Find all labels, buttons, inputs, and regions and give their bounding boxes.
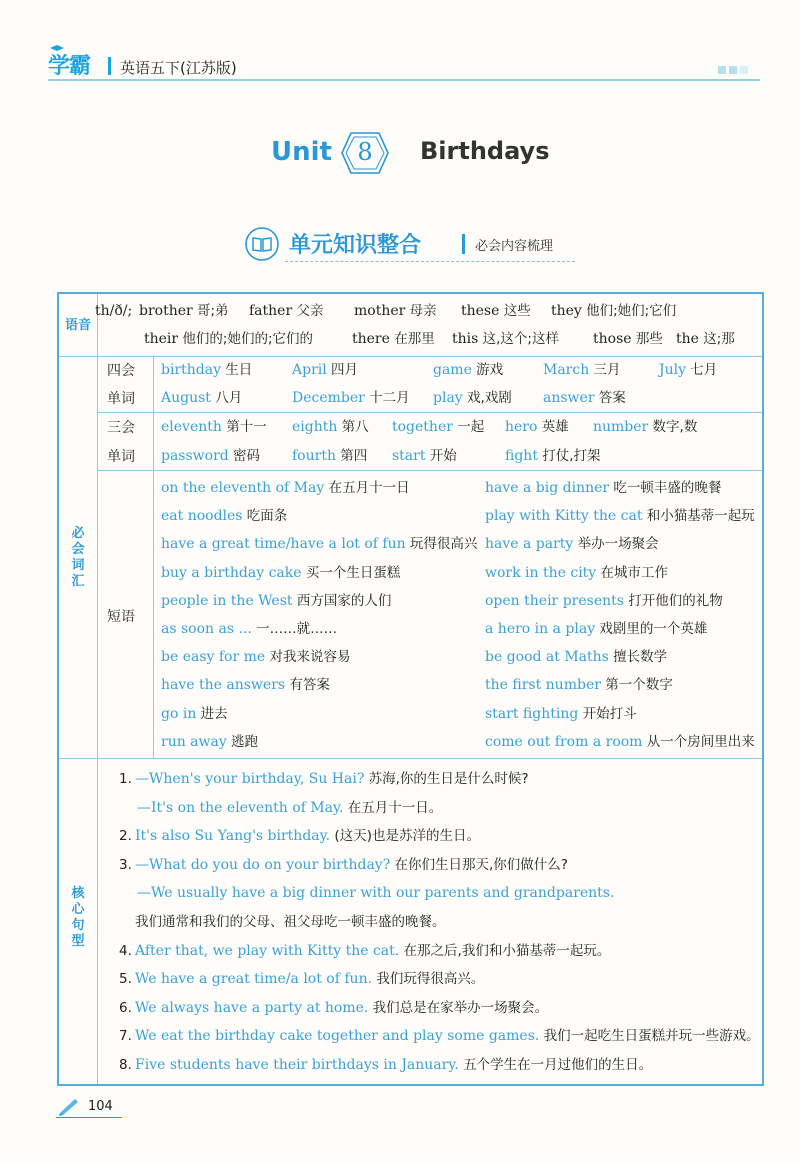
english-term: start fighting xyxy=(485,705,579,722)
english-term: eat noodles xyxy=(161,508,243,525)
english-term: their xyxy=(144,331,179,347)
knowledge-table xyxy=(57,292,764,1086)
logo-text: 学霸 xyxy=(48,54,91,79)
phonics-word xyxy=(95,301,132,321)
vocab-word xyxy=(543,388,626,408)
vocab-word xyxy=(593,417,697,437)
three-skill-label-1: 三会 xyxy=(107,420,135,436)
chinese-meaning: 这;那 xyxy=(698,331,735,347)
chinese-meaning: 答案 xyxy=(594,390,626,406)
chinese-translation: 我们一起吃生日蛋糕并玩一些游戏。 xyxy=(539,1028,760,1045)
chinese-meaning: 四月 xyxy=(326,362,359,378)
chinese-meaning: 打仗,打架 xyxy=(537,448,601,464)
vocab-word xyxy=(292,388,410,408)
chinese-meaning: 有答案 xyxy=(285,677,330,694)
vocab-word xyxy=(161,417,267,437)
chinese-meaning: 开始 xyxy=(425,448,457,464)
sentences-label: 核心句型 xyxy=(71,886,85,949)
chinese-meaning: 七月 xyxy=(686,362,718,378)
sentence-line xyxy=(119,769,529,789)
english-term: run away xyxy=(161,733,227,750)
english-term: eighth xyxy=(292,419,338,435)
sentence-number: 7. xyxy=(119,1028,132,1045)
chinese-meaning: 进去 xyxy=(196,705,228,722)
chinese-meaning: 从一个房间里出来 xyxy=(642,733,755,750)
chinese-meaning: 在那里 xyxy=(389,331,435,347)
logo-divider xyxy=(108,57,111,75)
chinese-meaning: 戏剧里的一个英雄 xyxy=(595,621,708,637)
english-term: these xyxy=(461,303,500,319)
phonics-word xyxy=(249,301,323,321)
chinese-meaning: 吃面条 xyxy=(242,508,288,525)
english-sentence: We always have a party at home. xyxy=(135,999,369,1016)
sentence-line xyxy=(119,798,442,818)
vocab-word xyxy=(392,446,457,466)
english-term: people in the West xyxy=(161,592,293,609)
english-term: game xyxy=(433,362,472,378)
chinese-meaning: 第一个数字 xyxy=(600,677,673,694)
vocab-word xyxy=(292,446,367,466)
english-term: play xyxy=(433,390,463,406)
grid-line xyxy=(59,356,762,357)
english-term: this xyxy=(452,331,479,347)
english-term: as soon as ... xyxy=(161,621,252,637)
grid-line xyxy=(59,758,762,759)
chinese-meaning: 对我来说容易 xyxy=(265,649,351,666)
english-sentence: Five students have their birthdays in January. xyxy=(135,1057,459,1073)
phrase-item xyxy=(485,563,668,583)
chinese-meaning: 逃跑 xyxy=(226,733,259,750)
chinese-translation: 我们总是在家举办一场聚会。 xyxy=(368,999,549,1016)
chinese-meaning: 戏,戏剧 xyxy=(462,390,512,406)
page-number: 104 xyxy=(88,1099,113,1114)
phrase-item xyxy=(485,506,755,526)
english-term: they xyxy=(551,303,582,319)
sentence-line xyxy=(119,883,614,903)
english-term: have a big dinner xyxy=(485,480,610,496)
vocab-word xyxy=(505,446,601,466)
pencil-icon xyxy=(58,1098,80,1116)
phrase-item xyxy=(161,506,287,526)
chinese-meaning: 生日 xyxy=(221,362,253,378)
chinese-meaning: 第四 xyxy=(335,448,368,464)
four-skill-label-2: 单词 xyxy=(107,391,135,407)
header-decoration xyxy=(718,66,748,74)
phrase-item xyxy=(485,675,673,695)
vocab-word xyxy=(161,360,252,380)
english-term: buy a birthday cake xyxy=(161,564,302,581)
chinese-translation: 苏海,你的生日是什么时候? xyxy=(364,771,529,787)
phonics-word xyxy=(676,329,735,349)
english-term: have a party xyxy=(485,536,574,553)
phonics-label: 语音 xyxy=(64,318,91,333)
english-term: eleventh xyxy=(161,419,222,435)
english-term: on the eleventh of May xyxy=(161,480,325,496)
chinese-meaning: 举办一场聚会 xyxy=(573,536,659,553)
vocab-word xyxy=(543,360,621,380)
phrase-item xyxy=(485,732,755,752)
chinese-meaning: 父亲 xyxy=(292,303,324,319)
sentence-number: 2. xyxy=(119,828,132,845)
phrase-item xyxy=(161,563,400,583)
english-term: th/ð/; xyxy=(95,303,133,319)
sentence-line xyxy=(119,969,484,989)
vocab-word xyxy=(659,360,717,380)
chinese-meaning: 游戏 xyxy=(471,362,504,378)
chinese-meaning: 英雄 xyxy=(537,419,569,435)
english-term: go in xyxy=(161,705,197,722)
phonics-word xyxy=(352,329,435,349)
sentence-number: 1. xyxy=(119,771,132,787)
english-term: birthday xyxy=(161,362,221,378)
chinese-translation: 在五月十一日。 xyxy=(343,799,443,816)
chinese-meaning: 擅长数学 xyxy=(608,649,668,666)
sentence-number: 3. xyxy=(119,856,132,873)
chinese-translation: (这天)也是苏洋的生日。 xyxy=(330,828,480,845)
vocab-word xyxy=(292,360,358,380)
vocab-word xyxy=(161,388,242,408)
chinese-meaning: 第十一 xyxy=(221,419,267,435)
english-term: start xyxy=(392,448,426,464)
english-term: December xyxy=(292,390,365,406)
phonics-word xyxy=(139,301,229,321)
section-divider xyxy=(462,234,465,254)
phrase-item xyxy=(485,619,707,639)
phrase-item xyxy=(485,478,721,498)
chinese-meaning: 数字,数 xyxy=(648,419,698,435)
phrase-item xyxy=(161,591,391,611)
chinese-translation: 我们玩得很高兴。 xyxy=(372,971,485,988)
english-term: April xyxy=(292,362,327,378)
english-term: father xyxy=(249,303,293,319)
grid-line xyxy=(97,470,762,471)
english-sentence: It's also Su Yang's birthday. xyxy=(135,828,331,845)
chinese-meaning: 哥;弟 xyxy=(192,303,229,319)
chinese-meaning: 他们的;她们的;它们的 xyxy=(178,331,313,347)
phonics-word xyxy=(461,301,531,321)
sentence-line xyxy=(119,1055,652,1075)
chinese-meaning: 西方国家的人们 xyxy=(292,592,392,609)
section-title: 单元知识整合 xyxy=(289,233,422,258)
chinese-meaning: 打开他们的礼物 xyxy=(623,592,723,609)
english-term: brother xyxy=(139,303,193,319)
phrase-item xyxy=(485,534,659,554)
chinese-meaning: 在城市工作 xyxy=(596,564,669,581)
chinese-meaning: 开始打斗 xyxy=(578,705,637,722)
chinese-meaning: 买一个生日蛋糕 xyxy=(301,564,401,581)
english-term: have the answers xyxy=(161,677,286,694)
sentence-number: 4. xyxy=(119,942,132,959)
vocab-word xyxy=(292,417,369,437)
english-term: fourth xyxy=(292,448,336,464)
phonics-word xyxy=(354,301,437,321)
chinese-meaning: 一起 xyxy=(452,419,485,435)
english-term: hero xyxy=(505,419,538,435)
phrases-label: 短语 xyxy=(107,609,135,625)
phrase-item xyxy=(485,591,723,611)
chinese-meaning: 这些 xyxy=(499,303,531,319)
english-term: fight xyxy=(505,448,538,464)
english-term: the xyxy=(676,331,699,347)
sentence-line xyxy=(119,941,610,961)
book-title: 英语五下(江苏版) xyxy=(120,59,237,77)
english-term: number xyxy=(593,419,649,435)
chinese-meaning: 和小猫基蒂一起玩 xyxy=(642,508,755,525)
logo xyxy=(48,49,90,80)
english-term: work in the city xyxy=(485,564,597,581)
unit-number: 8 xyxy=(357,138,373,166)
phrase-item xyxy=(485,647,667,667)
english-term: come out from a room xyxy=(485,733,643,750)
phrase-item xyxy=(161,647,350,667)
chinese-meaning: 吃一顿丰盛的晚餐 xyxy=(609,480,722,496)
english-term: password xyxy=(161,448,229,464)
phonics-word xyxy=(551,301,676,321)
phrase-item xyxy=(161,619,337,639)
english-sentence: We have a great time/a lot of fun. xyxy=(135,971,373,988)
english-term: the first number xyxy=(485,677,601,694)
english-term: be easy for me xyxy=(161,649,266,666)
phonics-word xyxy=(452,329,559,349)
english-term: a hero in a play xyxy=(485,621,596,637)
vocab-word xyxy=(392,417,484,437)
chinese-meaning: 那些 xyxy=(631,331,663,347)
english-sentence: —What do you do on your birthday? xyxy=(135,856,391,873)
english-term: together xyxy=(392,419,453,435)
phrase-item xyxy=(161,732,258,752)
section-subtitle: 必会内容梳理 xyxy=(475,239,554,254)
chinese-meaning: 十二月 xyxy=(364,390,410,406)
vocab-word xyxy=(161,446,260,466)
english-term: those xyxy=(593,331,632,347)
english-term: be good at Maths xyxy=(485,649,609,666)
english-term: August xyxy=(161,390,211,406)
english-term: March xyxy=(543,362,590,378)
chinese-meaning: 密码 xyxy=(228,448,261,464)
english-term: have a great time/have a lot of fun xyxy=(161,536,406,553)
grid-line xyxy=(153,356,154,758)
english-term: open their presents xyxy=(485,592,624,609)
sentence-number: 5. xyxy=(119,971,132,988)
sentence-line xyxy=(119,998,548,1018)
english-term: July xyxy=(659,362,687,378)
three-skill-label-2: 单词 xyxy=(107,449,135,465)
phonics-word xyxy=(593,329,663,349)
mortarboard-icon xyxy=(50,45,64,55)
sentence-line xyxy=(119,855,568,875)
sentence-number: 6. xyxy=(119,999,132,1016)
grid-line xyxy=(97,294,98,1084)
chinese-meaning: 玩得很高兴 xyxy=(405,536,478,553)
vocab-word xyxy=(505,417,569,437)
chinese-meaning: 八月 xyxy=(210,390,243,406)
chinese-translation: 我们通常和我们的父母、祖父母吃一顿丰盛的晚餐。 xyxy=(135,914,446,930)
grid-line xyxy=(97,412,762,413)
sentence-line xyxy=(119,826,480,846)
vocab-word xyxy=(433,360,503,380)
chinese-meaning: 这,这个;这样 xyxy=(478,331,559,347)
chinese-meaning: 三月 xyxy=(589,362,621,378)
chinese-translation: 在你们生日那天,你们做什么? xyxy=(390,856,568,873)
chinese-meaning: 一……就…… xyxy=(251,621,338,637)
phrase-item xyxy=(161,534,477,554)
english-sentence: —When's your birthday, Su Hai? xyxy=(135,771,365,787)
chinese-translation: 在那之后,我们和小猫基蒂一起玩。 xyxy=(399,942,611,959)
phrase-item xyxy=(485,704,637,724)
english-sentence: We eat the birthday cake together and play some games. xyxy=(135,1028,540,1045)
chinese-meaning: 第八 xyxy=(337,419,369,435)
sentence-number: 8. xyxy=(119,1057,132,1073)
english-term: there xyxy=(352,331,390,347)
unit-label: Unit xyxy=(271,137,332,167)
header-rule xyxy=(48,79,760,81)
phrase-item xyxy=(161,675,330,695)
english-term: mother xyxy=(354,303,406,319)
sentence-line xyxy=(119,912,446,932)
chinese-translation: 五个学生在一月过他们的生日。 xyxy=(458,1057,653,1073)
sentence-line xyxy=(119,1026,760,1046)
chinese-meaning: 母亲 xyxy=(405,303,437,319)
footer-rule xyxy=(56,1117,122,1118)
chinese-meaning: 在五月十一日 xyxy=(324,480,410,496)
phrase-item xyxy=(161,704,228,724)
four-skill-label-1: 四会 xyxy=(107,363,135,379)
open-book-icon xyxy=(244,226,280,262)
section-underline xyxy=(285,261,575,262)
unit-title: Birthdays xyxy=(420,137,550,165)
english-term: answer xyxy=(543,390,595,406)
chinese-meaning: 他们;她们;它们 xyxy=(581,303,677,319)
vocab-label: 必会词汇 xyxy=(71,526,85,589)
vocab-word xyxy=(433,388,512,408)
english-sentence: After that, we play with Kitty the cat. xyxy=(135,942,400,959)
phonics-word xyxy=(144,329,313,349)
phrase-item xyxy=(161,478,410,498)
english-sentence: —It's on the eleventh of May. xyxy=(137,799,344,816)
english-sentence: —We usually have a big dinner with our parents and grandparents. xyxy=(137,885,615,902)
english-term: play with Kitty the cat xyxy=(485,508,643,525)
